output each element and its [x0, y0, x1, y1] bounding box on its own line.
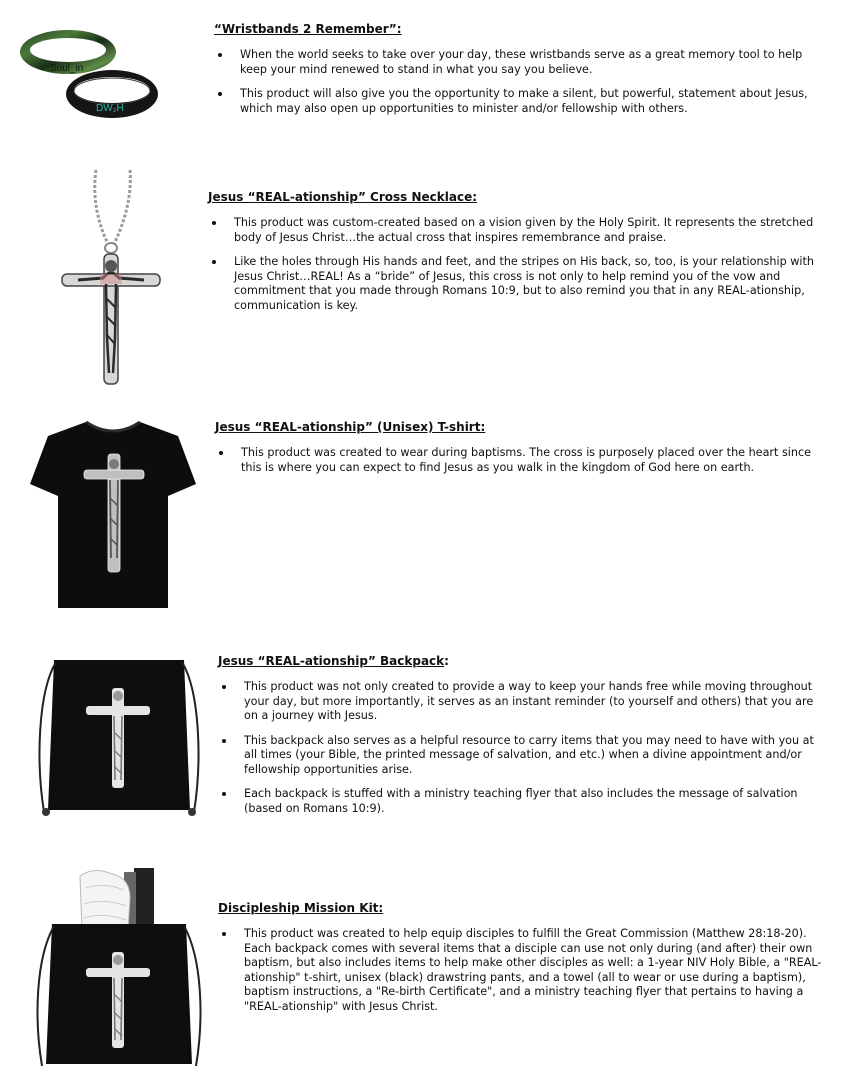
product-title	[218, 654, 816, 668]
bullet-item: This product was not only created to provide a way to keep your hands free while moving throughout your day, but more importantly, it serves as an instant reminder (to yourself and others) that you are on a journey with Jesus.	[218, 680, 816, 724]
bullet-item: Like the holes through His hands and feet, and the stripes on His back, so, too, is your relationship with Jesus Christ…REAL! As a “bride” of Jesus, this cross is not only to help remind you of the vow and commitment that you made through Romans 10:9, but to also remind you that in any REAL-ationship, communication is key.	[208, 255, 840, 313]
bullet-item: This product was created to wear during baptisms. The cross is purposely placed over the heart since this is where you can expect to find Jesus as you walk in the kingdom of God here on earth.	[215, 446, 815, 475]
backpack-icon	[34, 652, 204, 822]
product-title: Discipleship Mission Kit:	[218, 901, 384, 915]
bullet-item: This product will also give you the opportunity to make a silent, but powerful, statement about Jesus, which may also open up opportunities to minister and/or fellowship with others.	[214, 87, 826, 116]
necklace-text	[208, 190, 840, 323]
backpack-text	[218, 654, 816, 826]
product-title: Jesus “REAL-ationship” Cross Necklace:	[208, 190, 478, 204]
cross-necklace-icon	[58, 168, 164, 390]
mission-kit-icon	[34, 868, 206, 1068]
wristbands-icon	[18, 20, 158, 125]
tshirt-text	[215, 420, 815, 485]
product-title: Jesus “REAL-ationship” (Unisex) T-shirt:	[215, 420, 486, 434]
bullet-item: This product was created to help equip disciples to fulfill the Great Commission (Matthew 28:18-20). Each backpack comes with several items that a disciple can use not only during (and after) their own baptism, but also includes items to help make other disciples as well: a 1-year NIV Holy Bible, a "REAL-ationship" t-shirt, unisex (black) drawstring pants, and a towel (all to wear or use during a baptism), baptism instructions, a "Re-birth Certificate", and a ministry teaching flyer that pertains to having a "REAL-ationship" with Jesus Christ.	[218, 927, 830, 1014]
band1-text: Soul_in	[50, 63, 84, 74]
wristbands-text	[214, 22, 826, 126]
tshirt-icon	[28, 418, 198, 610]
bullet-item: This product was custom-created based on a vision given by the Holy Spirit. It represents the stretched body of Jesus Christ…the actual cross that inspires remembrance and praise.	[208, 216, 840, 245]
product-title-suffix: :	[444, 654, 449, 668]
bullet-item: When the world seeks to take over your day, these wristbands serve as a great memory tool to help keep your mind renewed to stand in what you say you believe.	[214, 48, 826, 77]
product-title-text: Jesus “REAL-ationship” Backpack	[218, 654, 445, 668]
band2-text: DW₂H	[96, 103, 124, 114]
mission-kit-text	[218, 901, 830, 1024]
product-title: “Wristbands 2 Remember”:	[214, 22, 402, 36]
bullet-item: Each backpack is stuffed with a ministry teaching flyer that also includes the message of salvation (based on Romans 10:9).	[218, 787, 816, 816]
bullet-item: This backpack also serves as a helpful resource to carry items that you may need to have with you at all times (your Bible, the printed message of salvation, and etc.) when a divine appointment and/or fellowship opportunities arise.	[218, 734, 816, 778]
